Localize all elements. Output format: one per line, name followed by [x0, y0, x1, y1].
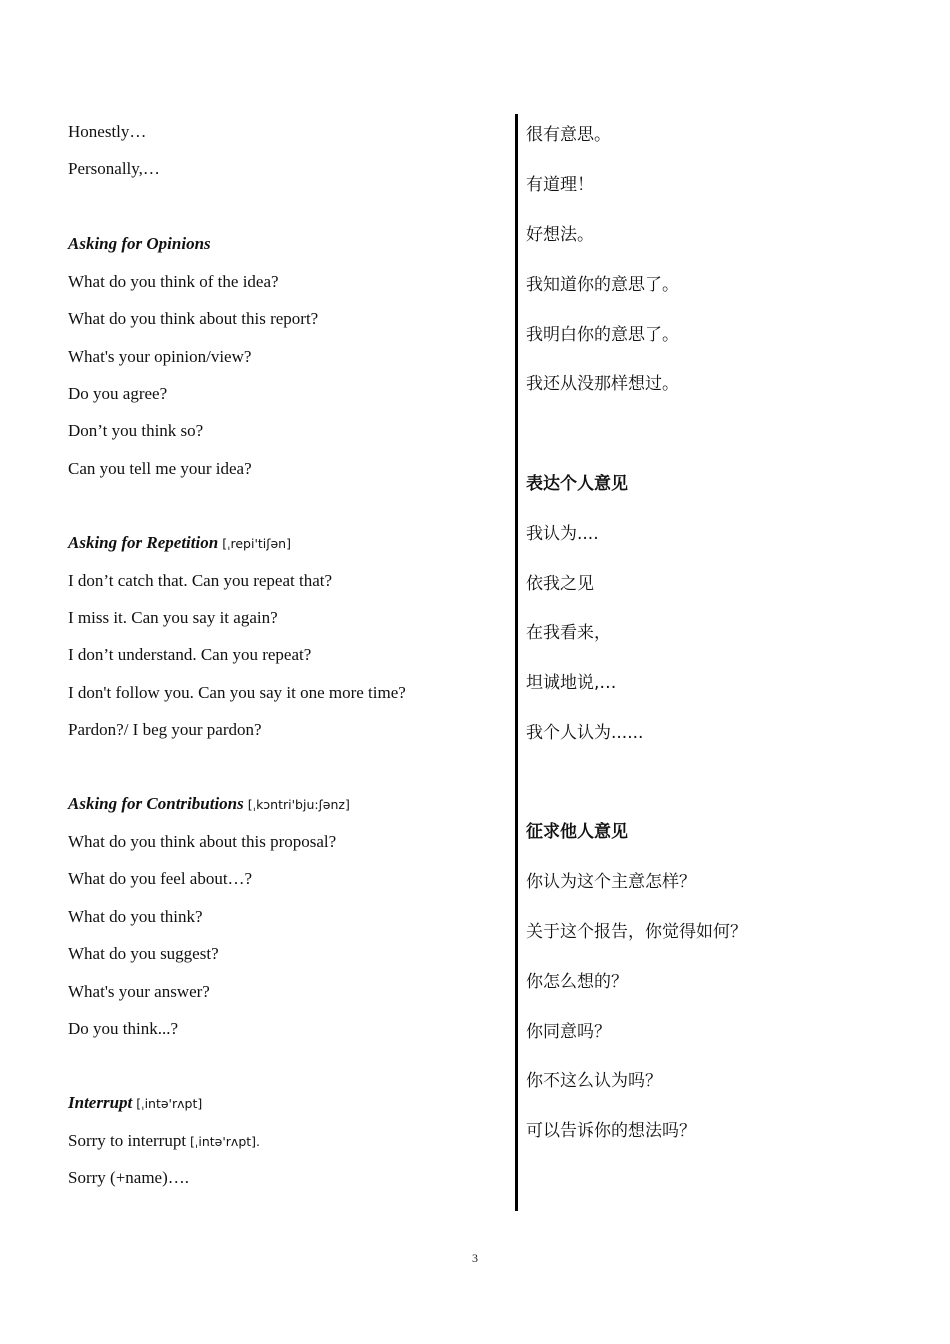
phrase: Can you tell me your idea? [68, 459, 252, 478]
phrase: Don’t you think so? [68, 421, 204, 440]
phrase: 依我之见 [526, 574, 594, 594]
phrase: 坦诚地说,… [526, 673, 617, 693]
phrase: 你怎么想的？ [526, 972, 628, 992]
phrase: 我认为.... [526, 524, 599, 544]
section-heading: Asking for Contributions [ˌkɔntri'bju:ʃənz] [68, 794, 350, 813]
phrase: What do you feel about…? [68, 869, 253, 888]
phrase: I don’t catch that. Can you repeat that? [68, 571, 333, 590]
section-heading: 表达个人意见 [526, 474, 628, 494]
phrase: Pardon?/ I beg your pardon? [68, 720, 262, 739]
phrase: 你同意吗？ [526, 1022, 611, 1042]
section-heading: Interrupt [ˌintə'rʌpt] [68, 1093, 203, 1112]
phrase: What do you suggest? [68, 944, 219, 963]
phrase: Honestly… [68, 122, 147, 141]
phrase: 我知道你的意思了。 [526, 275, 679, 295]
phonetic: [ˌrepi'tiʃən] [222, 536, 291, 551]
phrase: 你认为这个主意怎样？ [526, 872, 696, 892]
phrase: What do you think about this proposal? [68, 832, 337, 851]
phrase: 很有意思。 [526, 125, 611, 145]
column-divider [515, 114, 518, 1211]
phrase: Do you think...? [68, 1019, 179, 1038]
section-heading: 征求他人意见 [526, 822, 628, 842]
phrase: 我个人认为...... [526, 723, 644, 743]
phrase: What do you think of the idea? [68, 272, 279, 291]
section-heading: Asking for Opinions [68, 234, 211, 253]
phrase: 你不这么认为吗？ [526, 1071, 662, 1091]
phrase: 我明白你的意思了。 [526, 325, 679, 345]
phrase: I don't follow you. Can you say it one more time? [68, 683, 406, 702]
phrase: What do you think? [68, 907, 203, 926]
phrase: 好想法。 [526, 225, 594, 245]
phrase: What's your opinion/view? [68, 347, 252, 366]
phonetic: [ˌintə'rʌpt]. [190, 1134, 261, 1149]
phrase: I don’t understand. Can you repeat? [68, 645, 312, 664]
phrase: I miss it. Can you say it again? [68, 608, 278, 627]
phrase: What do you think about this report? [68, 309, 319, 328]
phrase: Sorry to interrupt [ˌintə'rʌpt]. [68, 1131, 261, 1150]
phrase: 在我看来， [526, 623, 611, 643]
phrase: Do you agree? [68, 384, 168, 403]
phonetic: [ˌkɔntri'bju:ʃənz] [247, 797, 350, 812]
phrase: 关于这个报告，你觉得如何？ [526, 922, 747, 942]
section-heading: Asking for Repetition [ˌrepi'tiʃən] [68, 533, 291, 552]
phrase: What's your answer? [68, 982, 210, 1001]
phrase: Sorry (+name)…. [68, 1168, 190, 1187]
phrase: 我还从没那样想过。 [526, 374, 679, 394]
phrase: Personally,… [68, 159, 160, 178]
phrase: 可以告诉你的想法吗？ [526, 1121, 696, 1141]
page-number: 3 [472, 1251, 478, 1265]
phonetic: [ˌintə'rʌpt] [136, 1096, 203, 1111]
phrase: 有道理！ [526, 175, 594, 195]
